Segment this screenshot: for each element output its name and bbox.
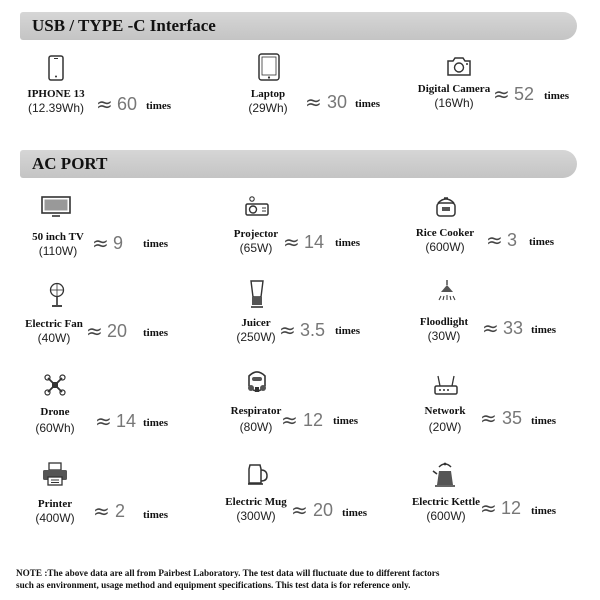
ac-item-rice-cooker: [400, 190, 600, 270]
item-count: 3.5: [300, 320, 326, 340]
item-count: 9: [113, 233, 124, 253]
phone-icon: [48, 55, 64, 81]
footnote-line-2: such as environment, usage method and equipment specifications. This test data is for reference only.: [16, 580, 411, 590]
item-count: 35: [502, 408, 523, 428]
footnote: [16, 567, 586, 591]
approx-symbol: ≈: [480, 406, 497, 430]
mug-icon: [245, 462, 269, 486]
item-count: 20: [107, 321, 128, 341]
item-count: 14: [116, 411, 137, 431]
item-name: Juicer: [241, 317, 271, 329]
times-label: times: [143, 417, 169, 429]
footnote-line-1: NOTE :The above data are all from Pairbest Laboratory. The test data will fluctuate due to different factors: [16, 568, 440, 578]
fan-icon: [48, 282, 66, 308]
times-label: times: [335, 237, 361, 249]
usb-item-iphone: [0, 50, 200, 125]
item-spec: (16Wh): [434, 96, 474, 110]
item-name: Projector: [233, 228, 279, 240]
item-count: 20: [313, 500, 334, 520]
item-count: 60: [117, 94, 138, 114]
item-count: 33: [503, 318, 524, 338]
ac-item-floodlight: [400, 278, 600, 358]
item-spec: (400W): [35, 511, 75, 525]
item-spec: (40W): [37, 331, 71, 345]
drone-icon: [44, 374, 66, 396]
item-name: Drone: [40, 406, 70, 418]
usb-section-header: [20, 12, 577, 40]
ac-item-network: [400, 368, 600, 448]
item-name: Rice Cooker: [415, 227, 475, 239]
lamp-icon: [437, 280, 457, 302]
approx-symbol: ≈: [305, 90, 322, 114]
respirator-icon: [245, 370, 269, 396]
item-spec: (12.39Wh): [27, 101, 85, 115]
approx-symbol: ≈: [279, 318, 296, 342]
kettle-icon: [432, 461, 458, 487]
usb-item-camera: [400, 50, 600, 125]
item-spec: (60Wh): [35, 421, 75, 435]
router-icon: [434, 374, 458, 396]
item-count: 14: [304, 232, 325, 252]
tv-icon: [41, 196, 71, 218]
ac-item-fan: [0, 278, 200, 358]
item-name: Printer: [37, 498, 73, 510]
item-name: Electric Fan: [25, 318, 83, 330]
approx-symbol: ≈: [86, 319, 103, 343]
approx-symbol: ≈: [95, 409, 112, 433]
item-count: 30: [327, 92, 348, 112]
rice-cooker-icon: [435, 195, 457, 219]
times-label: times: [529, 236, 555, 248]
times-label: times: [146, 100, 172, 112]
item-count: 3: [507, 230, 518, 250]
approx-symbol: ≈: [486, 228, 503, 252]
camera-icon: [446, 55, 472, 77]
item-name: Floodlight: [419, 316, 469, 328]
ac-item-tv: [0, 190, 200, 270]
ac-item-respirator: [200, 368, 400, 448]
projector-icon: [244, 195, 270, 219]
ac-item-juicer: [200, 278, 400, 358]
approx-symbol: ≈: [93, 499, 110, 523]
item-name: Network: [424, 405, 466, 417]
item-name: Laptop: [250, 88, 286, 100]
ac-item-drone: [0, 368, 200, 448]
item-spec: (300W): [236, 509, 276, 523]
approx-symbol: ≈: [96, 92, 113, 116]
ac-item-mug: [200, 458, 400, 538]
times-label: times: [544, 90, 570, 102]
ac-item-kettle: [400, 458, 600, 538]
times-label: times: [531, 505, 557, 517]
times-label: times: [355, 98, 381, 110]
usb-item-laptop: [200, 50, 400, 125]
item-spec: (250W): [236, 330, 276, 344]
ac-item-projector: [200, 190, 400, 270]
item-count: 12: [501, 498, 522, 518]
times-label: times: [143, 238, 169, 250]
item-count: 52: [514, 84, 535, 104]
item-name: Respirator: [230, 405, 282, 417]
item-name: Electric Mug: [225, 496, 287, 508]
times-label: times: [143, 509, 169, 521]
ac-item-printer: [0, 458, 200, 538]
approx-symbol: ≈: [480, 496, 497, 520]
approx-symbol: ≈: [92, 231, 109, 255]
approx-symbol: ≈: [283, 230, 300, 254]
times-label: times: [143, 327, 169, 339]
item-spec: (80W): [239, 420, 273, 434]
approx-symbol: ≈: [482, 316, 499, 340]
item-name: IPHONE 13: [27, 88, 85, 100]
item-name: Digital Camera: [417, 83, 491, 95]
ac-section-title: AC PORT: [32, 154, 108, 173]
printer-icon: [42, 462, 68, 486]
item-spec: (20W): [428, 420, 462, 434]
item-spec: (110W): [38, 244, 78, 258]
times-label: times: [342, 507, 368, 519]
item-count: 12: [303, 410, 324, 430]
ac-section-header: [20, 150, 577, 178]
approx-symbol: ≈: [281, 408, 298, 432]
tablet-icon: [258, 53, 280, 81]
item-spec: (65W): [239, 241, 273, 255]
item-spec: (600W): [425, 240, 465, 254]
times-label: times: [531, 415, 557, 427]
usb-section-title: USB / TYPE -C Interface: [32, 16, 216, 35]
item-name: 50 inch TV: [32, 231, 84, 243]
times-label: times: [335, 325, 361, 337]
blender-icon: [248, 279, 266, 309]
item-spec: (30W): [427, 329, 461, 343]
item-count: 2: [115, 501, 126, 521]
item-spec: (600W): [426, 509, 466, 523]
times-label: times: [333, 415, 359, 427]
approx-symbol: ≈: [493, 82, 510, 106]
times-label: times: [531, 324, 557, 336]
item-name: Electric Kettle: [411, 496, 481, 508]
approx-symbol: ≈: [291, 498, 308, 522]
item-spec: (29Wh): [248, 101, 288, 115]
